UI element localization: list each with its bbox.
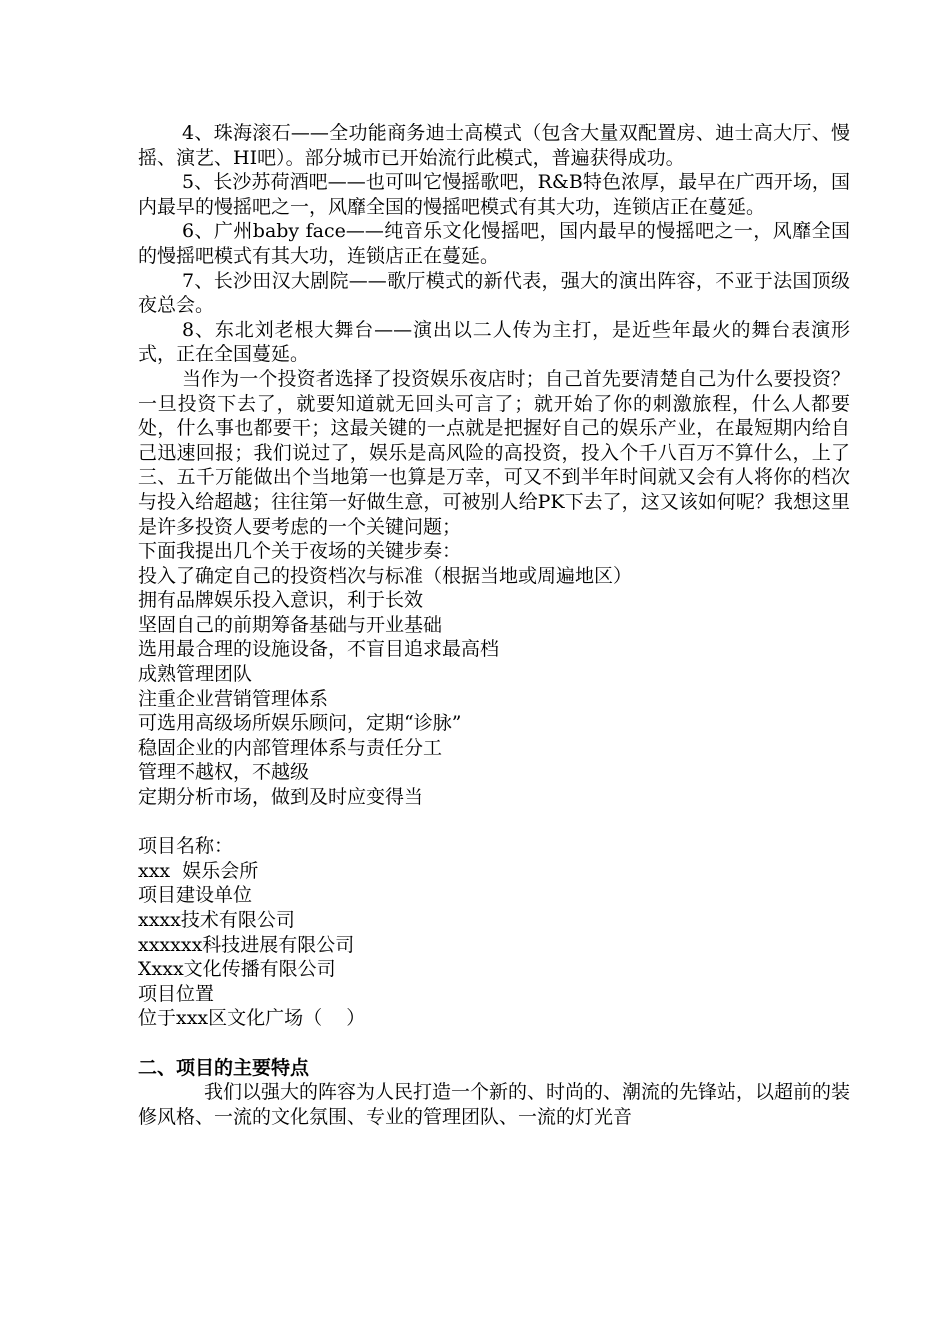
step-item: 管理不越权，不越级 (138, 761, 310, 784)
step-item: 拥有品牌娱乐投入意识，利于长效 (138, 589, 424, 612)
paragraph-item-4: 4、珠海滚石——全功能商务迪士高模式（包含大量双配置房、迪士高大厅、慢摇、演艺、HI吧）。部分城市已开始流行此模式，普遍获得成功。 (138, 122, 850, 169)
project-builder-label: 项目建设单位 (138, 884, 253, 907)
step-item: 稳固企业的内部管理体系与责任分工 (138, 736, 443, 759)
step-item: 注重企业营销管理体系 (138, 687, 329, 710)
paragraph-item-6: 6、广州baby face——纯音乐文化慢摇吧，国内最早的慢摇吧之一，风靡全国的慢摇吧模式有其大功，连锁店正在蔓延。 (138, 220, 850, 267)
paragraph-item-5: 5、长沙苏荷酒吧——也可叫它慢摇歌吧，R&B特色浓厚，最早在广西开场，国内最早的慢摇吧之一，风靡全国的慢摇吧模式有其大功，连锁店正在蔓延。 (138, 171, 850, 218)
paragraph-item-8: 8、东北刘老根大舞台——演出以二人传为主打，是近些年最火的舞台表演形式，正在全国蔓延。 (138, 318, 850, 366)
section-body: 我们以强大的阵容为人民打造一个新的、时尚的、潮流的先锋站，以超前的装修风格、一流的文化氛围、专业的管理团队、一流的灯光音 (138, 1081, 851, 1128)
project-builder: xxxx技术有限公司 (138, 909, 295, 931)
step-item: 选用最合理的设施设备，不盲目追求最高档 (138, 638, 500, 661)
steps-intro: 下面我提出几个关于夜场的关键步奏： (138, 540, 462, 563)
paragraph-investor: 当作为一个投资者选择了投资娱乐夜店时；自己首先要清楚自己为什么要投资？一旦投资下去了，就要知道就无回头可言了；就开始了你的刺激旅程，什么人都要处，什么事也都要干；这最关键的一点就是把握好自己的娱乐产业，在最短期内给自己迅速回报；我们说过了，娱乐是高风险的高投资，投入个千八百万不算什么，上了三、五千万能做出个当地第一也算是万幸，可又不到半年时间就又会有人将你的档次与投入给超越；往往第一好做生意，可被别人给PK下去了，这又该如何呢？我想这里是许多投资人要考虑的一个关键问题； (138, 367, 850, 538)
project-name-label: 项目名称： (138, 835, 234, 858)
blank-line (138, 810, 850, 835)
project-name-value: xxx 娱乐会所 (138, 859, 259, 882)
document-page (138, 121, 850, 1129)
section-heading: 二、项目的主要特点 (138, 1056, 310, 1079)
step-item: 投入了确定自己的投资档次与标准（根据当地或周遍地区） (138, 564, 633, 587)
project-location-value: 位于xxx区文化广场（ ） (138, 1007, 366, 1030)
step-item: 成熟管理团队 (138, 663, 253, 686)
paragraph-item-7: 7、长沙田汉大剧院——歌厅模式的新代表，强大的演出阵容，不亚于法国顶级夜总会。 (138, 269, 850, 317)
step-item: 定期分析市场，做到及时应变得当 (138, 786, 424, 809)
project-builder: Xxxx文化传播有限公司 (138, 958, 336, 981)
step-item: 坚固自己的前期筹备基础与开业基础 (138, 613, 443, 636)
step-item: 可选用高级场所娱乐顾问，定期“诊脉” (138, 712, 462, 735)
project-builder: xxxxxx科技进展有限公司 (138, 933, 355, 956)
project-location-label: 项目位置 (138, 982, 215, 1005)
blank-line (138, 1031, 850, 1056)
